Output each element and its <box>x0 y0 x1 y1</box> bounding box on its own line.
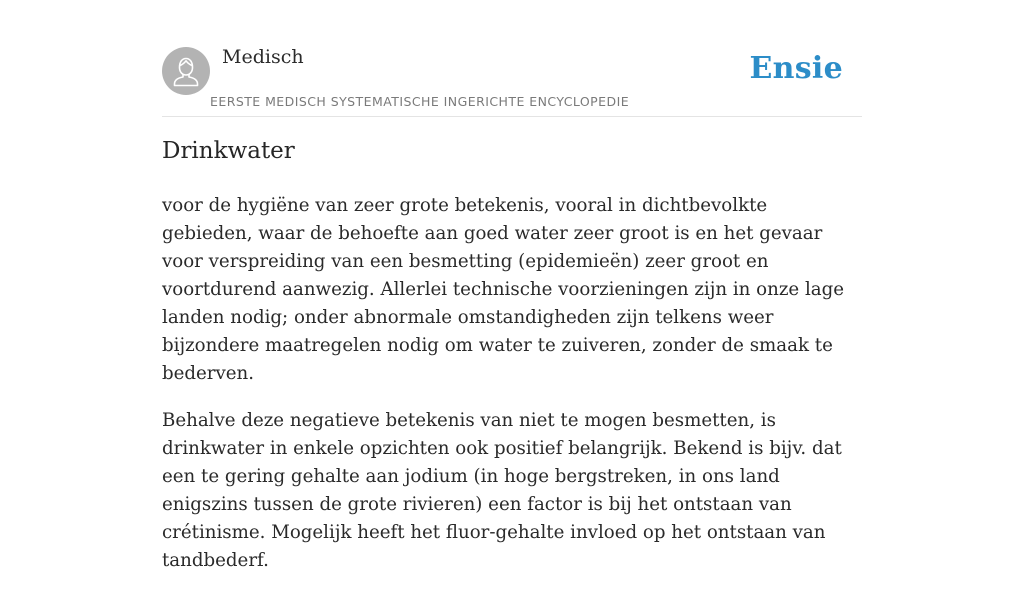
article-paragraph: Behalve deze negatieve betekenis van niet te mogen besmetten, is drinkwater in enkele opzichten ook positief belangrijk. Bekend is bijv. dat een te gering gehalte aan jodium (in hoge bergstreken, in ons land enigszins tussen de grote rivieren) een factor is bij het ontstaan van crétinisme. Mogelijk heeft het fluor-gehalte invloed op het ontstaan van tandbederf. <box>162 410 842 571</box>
article-body <box>162 192 862 594</box>
article-paragraph: voor de hygiëne van zeer grote betekenis, vooral in dichtbevolkte gebieden, waar de behoefte aan goed water zeer groot is en het gevaar voor verspreiding van een besmetting (epidemieën) zeer groot en voortdurend aanwezig. Allerlei technische voorzieningen zijn in onze lage landen nodig; onder abnormale omstandigheden zijn telkens weer bijzondere maatregelen nodig om water te zuiveren, zonder de smaak te bederven. <box>162 195 845 384</box>
user-icon <box>162 47 210 95</box>
avatar[interactable] <box>162 47 210 95</box>
article-title: Drinkwater <box>162 138 295 164</box>
page <box>162 0 862 571</box>
source-name-link[interactable]: Medisch <box>222 46 304 68</box>
source-header <box>162 0 862 117</box>
brand-logo[interactable]: Ensie <box>749 51 843 86</box>
source-subtitle: EERSTE MEDISCH SYSTEMATISCHE INGERICHTE ENCYCLOPEDIE <box>210 94 630 109</box>
